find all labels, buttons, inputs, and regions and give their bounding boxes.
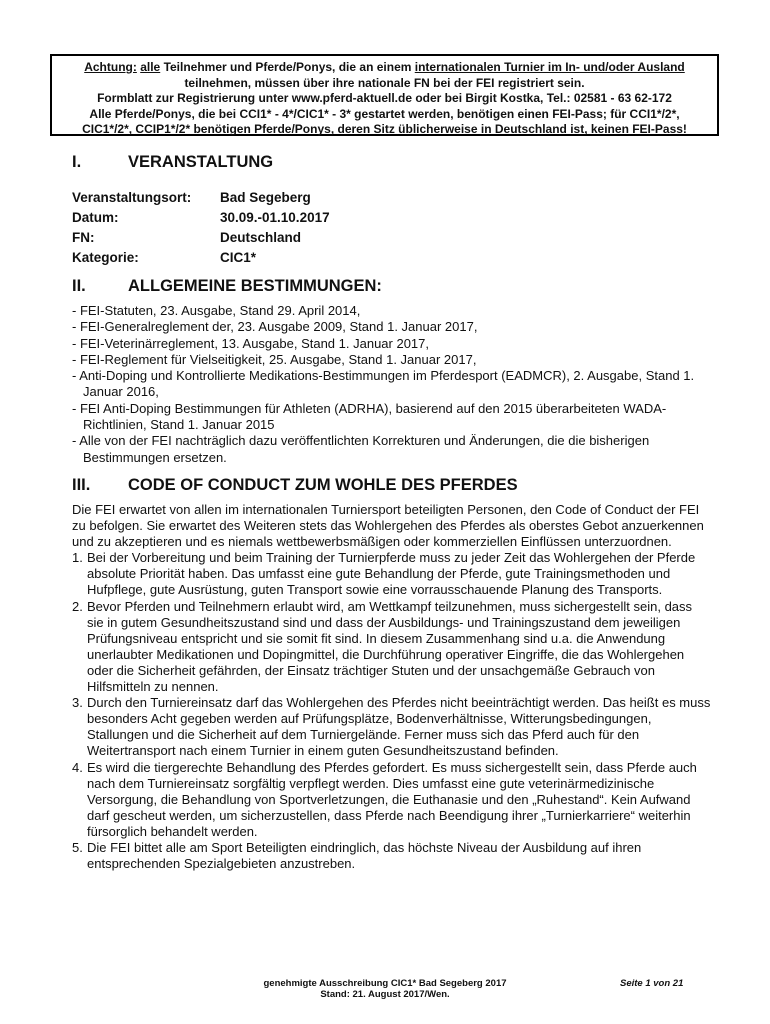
- list-item: [72, 760, 712, 840]
- item-text: Bei der Vorbereitung und beim Training der Turnierpferde muss zu jeder Zeit das Wohlergehen der Pferde absolute Priorität haben. Das umfasst eine gute Behandlung der Pferde, gute Trainingsmethoden und Hufpflege, gute Ausrüstung, guten Transport sowie eine vorrausschauende Planung des Transports.: [87, 550, 696, 598]
- event-info: [72, 188, 330, 268]
- item-text: Bevor Pferden und Teilnehmern erlaubt wird, am Wettkampf teilzunehmen, muss sichergestellt sein, dass sie in gutem Gesundheitszustand sind und dass der Ausbildungs- und Trainingszustand dem jeweiligen Prüfungsniveau entspricht und sie somit fit sind. In diesem Zusammenhang sind u.a. die Anwendung unerlaubter Medikationen und Dopingmittel, die Durchführung operativer Eingriffe, die das Wohlergehen oder die Sicherheit gefährden, der Einsatz trächtiger Stuten und der unsachgemäße Gebrauch von Hilfsmitteln zu nennen.: [87, 598, 693, 695]
- item-number: 5.: [72, 839, 83, 855]
- section-title: ALLGEMEINE BESTIMMUNGEN:: [128, 277, 382, 295]
- list-item: [72, 599, 712, 696]
- list-item: - Anti-Doping und Kontrollierte Medikations-Bestimmungen im Pferdesport (EADMCR), 2. Ausgabe, Stand 1. Januar 2016,: [72, 368, 695, 400]
- item-text: Es wird die tiergerechte Behandlung des Pferdes gefordert. Es muss sichergestellt sein, dass Pferde auch nach dem Turniereinsatz sorgfältig verpflegt werden. Dies umfasst eine gute veterinärmedizinische Versorgung, die Behandlung von Sportverletzungen, die Euthanasie und den „Ruhestand“. Kein Aufwand darf gescheut werden, um sicherzustellen, dass Pferde nach Beendigung ihrer „Turnierkarriere“ weiterhin fürsorglich behandelt werden.: [87, 759, 697, 839]
- list-item: [72, 695, 712, 759]
- item-number: 3.: [72, 695, 83, 711]
- section-title: VERANSTALTUNG: [128, 153, 274, 171]
- code-intro: Die FEI erwartet von allen im internationalen Turniersport beteiligten Personen, den Code of Conduct der FEI zu befolgen. Sie erwartet des Weiteren stets das Wohlergehen des Pferdes als oberstes Gebot anzuerkennen und zu akzeptieren und es niemals wettbewerbsmäßigen oder kommerziellen Einflüssen unterzuordnen.: [72, 502, 704, 550]
- list-item: - FEI-Veterinärreglement, 13. Ausgabe, Stand 1. Januar 2017,: [72, 335, 429, 351]
- info-row: [72, 248, 330, 268]
- info-row: [72, 228, 330, 248]
- item-text: Durch den Turniereinsatz darf das Wohlergehen des Pferdes nicht beeinträchtigt werden. Das heißt es muss besonders Acht gegeben werden auf Prüfungsplätze, Bodenverhältnisse, Witterungsbedingungen, Stallungen und die Sicherheit auf dem Turniergelände. Ferner muss sich das Pferd auch für den Weitertransport nach einem Turnier in einem guten Gesundheitszustand befinden.: [87, 695, 711, 759]
- footer-date: Stand: 21. August 2017/Wen.: [320, 989, 450, 1000]
- info-value: CIC1*: [220, 250, 257, 265]
- section-number: I.: [72, 153, 82, 171]
- section-number: II.: [72, 277, 86, 295]
- list-item: - FEI-Generalreglement der, 23. Ausgabe 2009, Stand 1. Januar 2017,: [72, 319, 478, 335]
- notice-line-4: Alle Pferde/Ponys, die bei CCI1* - 4*/CIC1* - 3* gestartet werden, benötigen einen FEI-Pass; für CCI1*/2*,: [89, 106, 680, 121]
- section-heading-bestimmungen: [72, 277, 382, 296]
- info-row: [72, 208, 330, 228]
- section-heading-veranstaltung: [72, 153, 273, 172]
- footer-title: genehmigte Ausschreibung CIC1* Bad Segeberg 2017: [263, 978, 507, 989]
- item-text: Die FEI bittet alle am Sport Beteiligten eindringlich, das höchste Niveau der Ausbildung auf ihren entsprechenden Spezialgebieten anzustreben.: [87, 839, 642, 872]
- list-item: - Alle von der FEI nachträglich dazu veröffentlichten Korrekturen und Änderungen, die die bisherigen Bestimmungen ersetzen.: [72, 433, 650, 465]
- section-title: CODE OF CONDUCT ZUM WOHLE DES PFERDES: [128, 476, 518, 494]
- item-number: 2.: [72, 598, 83, 614]
- item-number: 4.: [72, 759, 83, 775]
- list-item: - FEI Anti-Doping Bestimmungen für Athleten (ADRHA), basierend auf den 2015 überarbeiteten WADA-Richtlinien, Stand 1. Januar 2015: [72, 400, 667, 433]
- info-value: Deutschland: [220, 230, 302, 245]
- list-item: [72, 840, 712, 872]
- code-of-conduct: [72, 502, 712, 872]
- list-item: [72, 550, 712, 598]
- info-value: Bad Segeberg: [220, 190, 311, 205]
- notice-warning-label: Achtung:: [84, 60, 137, 74]
- info-key: Veranstaltungsort:: [72, 190, 192, 205]
- notice-international: internationalen Turnier im In- und/oder Ausland: [414, 60, 685, 74]
- notice-line-1: [58, 60, 711, 76]
- footer-center: [200, 978, 570, 1000]
- notice-box: [50, 54, 719, 136]
- info-key: FN:: [72, 230, 95, 245]
- notice-text-a: Teilnehmer und Pferde/Ponys, die an einem: [160, 60, 415, 74]
- section-heading-code-of-conduct: [72, 476, 518, 495]
- notice-all: alle: [140, 60, 161, 74]
- notice-line-5: CIC1*/2*, CCIP1*/2* benötigen Pferde/Ponys, deren Sitz üblicherweise in Deutschland ist, keinen FEI-Pass!: [82, 122, 687, 136]
- info-row: [72, 188, 330, 208]
- list-item: - FEI-Statuten, 23. Ausgabe, Stand 29. April 2014,: [72, 303, 361, 318]
- page-number: Seite 1 von 21: [620, 978, 684, 989]
- section-number: III.: [72, 476, 91, 494]
- item-number: 1.: [72, 550, 83, 566]
- notice-line-2: teilnehmen, müssen über ihre nationale FN bei der FEI registriert sein.: [184, 75, 585, 90]
- info-key: Datum:: [72, 210, 119, 225]
- info-key: Kategorie:: [72, 250, 139, 265]
- list-item: - FEI-Reglement für Vielseitigkeit, 25. Ausgabe, Stand 1. Januar 2017,: [72, 351, 477, 367]
- notice-line-3: Formblatt zur Registrierung unter www.pferd-aktuell.de oder bei Birgit Kostka, Tel.: 02581 - 63 62-172: [97, 91, 672, 105]
- regulations-list: [72, 303, 712, 466]
- info-value: 30.09.-01.10.2017: [220, 210, 330, 225]
